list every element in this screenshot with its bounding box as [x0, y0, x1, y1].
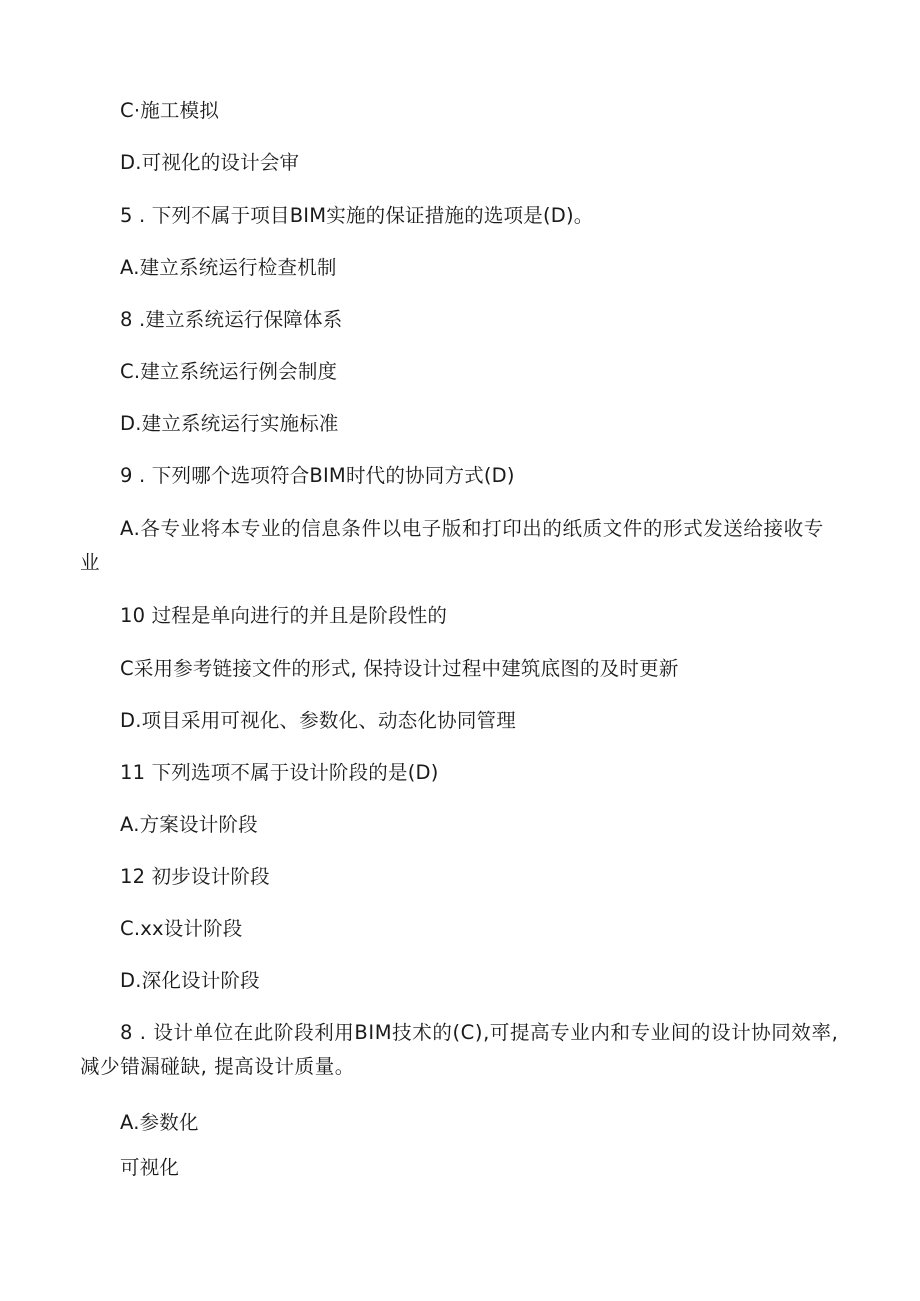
question-11-option-d: D.深化设计阶段: [120, 969, 260, 992]
question-9-option-a: A.各专业将本专业的信息条件以电子版和打印出的纸质文件的形式发送给接收专业: [80, 517, 824, 574]
question-5-option-c: C.建立系统运行例会制度: [120, 360, 338, 383]
question-11-option-b: 12 初步设计阶段: [120, 865, 270, 888]
question-5-option-d: D.建立系统运行实施标准: [120, 412, 339, 435]
option-c-construction-simulation: C·施工模拟: [120, 99, 220, 122]
question-11: 11 下列选项不属于设计阶段的是(D): [120, 761, 439, 784]
question-5-option-b: 8 .建立系统运行保障体系: [120, 308, 343, 331]
question-11-option-a: A.方案设计阶段: [120, 813, 258, 836]
question-9-option-d: D.项目采用可视化、参数化、动态化协同管理: [120, 709, 516, 732]
question-5: 5 . 下列不属于项目BIM实施的保证措施的选项是(D)。: [120, 204, 594, 227]
option-d-visual-design-review: D.可视化的设计会审: [120, 151, 300, 174]
question-8-option-b: 可视化: [120, 1156, 180, 1179]
question-9-option-b: 10 过程是单向进行的并且是阶段性的: [120, 604, 448, 627]
question-9-option-c: C采用参考链接文件的形式, 保持设计过程中建筑底图的及时更新: [120, 657, 679, 680]
question-11-option-c: C.xx设计阶段: [120, 917, 243, 940]
question-8: 8 . 设计单位在此阶段利用BIM技术的(C),可提高专业内和专业间的设计协同效率, 减少错漏碰缺, 提高设计质量。: [80, 1021, 839, 1078]
question-8-option-a: A.参数化: [120, 1111, 199, 1134]
question-5-option-a: A.建立系统运行检查机制: [120, 256, 337, 279]
question-9: 9 . 下列哪个选项符合BIM时代的协同方式(D): [120, 464, 515, 487]
